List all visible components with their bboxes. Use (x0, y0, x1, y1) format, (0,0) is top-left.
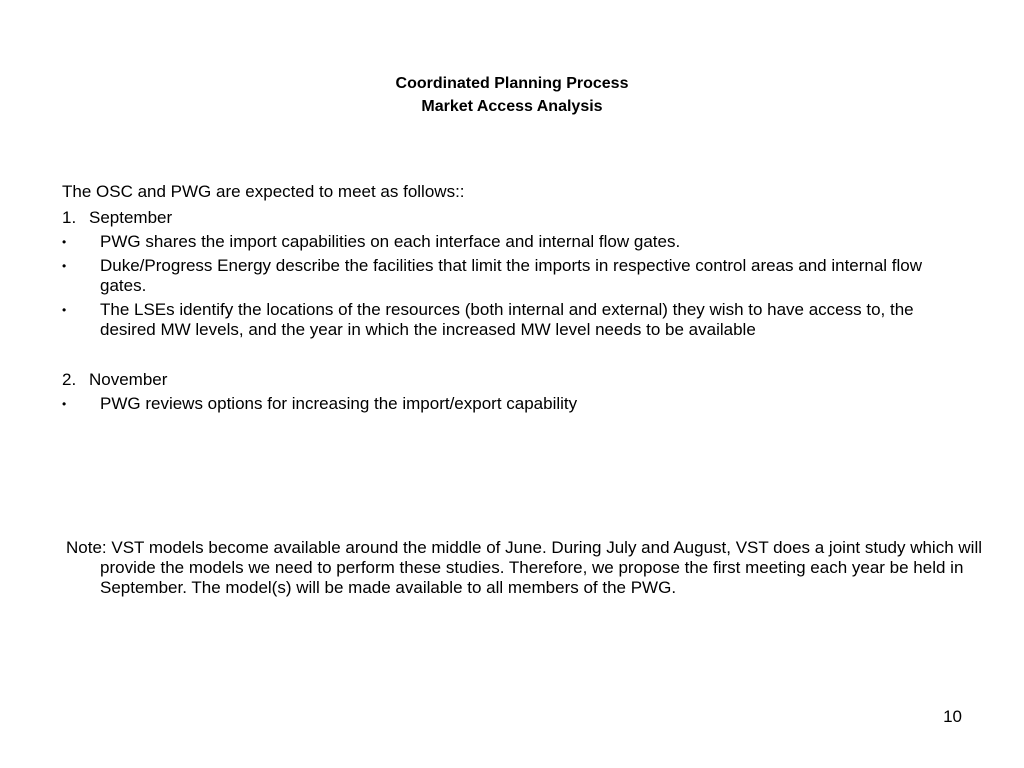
intro-text: The OSC and PWG are expected to meet as follows:: (62, 182, 465, 201)
section-heading (62, 208, 962, 228)
bullet-icon: • (62, 397, 67, 411)
bullet-text: Duke/Progress Energy describe the facilities that limit the imports in respective control areas and internal flow gates. (100, 256, 923, 295)
list-item (62, 232, 962, 252)
page-number: 10 (943, 707, 962, 726)
bullet-text: The LSEs identify the locations of the resources (both internal and external) they wish to have access to, the desired MW levels, and the year in which the increased MW level needs to be available (100, 300, 914, 339)
slide-body (62, 182, 962, 418)
bullet-icon: • (62, 303, 67, 317)
note-text: Note: VST models become available around the middle of June. During July and August, VST does a joint study which will provide the models we need to perform these studies. Therefore, we propose the first meeting each year be held in September. The model(s) will be made available to all members of the PWG. (66, 538, 982, 597)
title-line-1: Coordinated Planning Process (395, 75, 629, 92)
bullet-list (62, 394, 962, 414)
section-label: September (89, 208, 173, 227)
section-spacer (62, 344, 962, 370)
section-number: 2. (62, 370, 77, 389)
section-november (62, 370, 962, 414)
bullet-text: PWG shares the import capabilities on each interface and internal flow gates. (100, 232, 681, 251)
title-line-2: Market Access Analysis (421, 98, 603, 115)
bullet-icon: • (62, 235, 67, 249)
bullet-list (62, 232, 962, 340)
list-item (62, 256, 962, 296)
slide-title (0, 72, 1024, 118)
list-item (62, 300, 962, 340)
section-number: 1. (62, 208, 77, 227)
section-heading (62, 370, 962, 390)
section-september (62, 208, 962, 340)
bullet-icon: • (62, 259, 67, 273)
list-item (62, 394, 962, 414)
section-label: November (89, 370, 168, 389)
bullet-text: PWG reviews options for increasing the import/export capability (100, 394, 578, 413)
